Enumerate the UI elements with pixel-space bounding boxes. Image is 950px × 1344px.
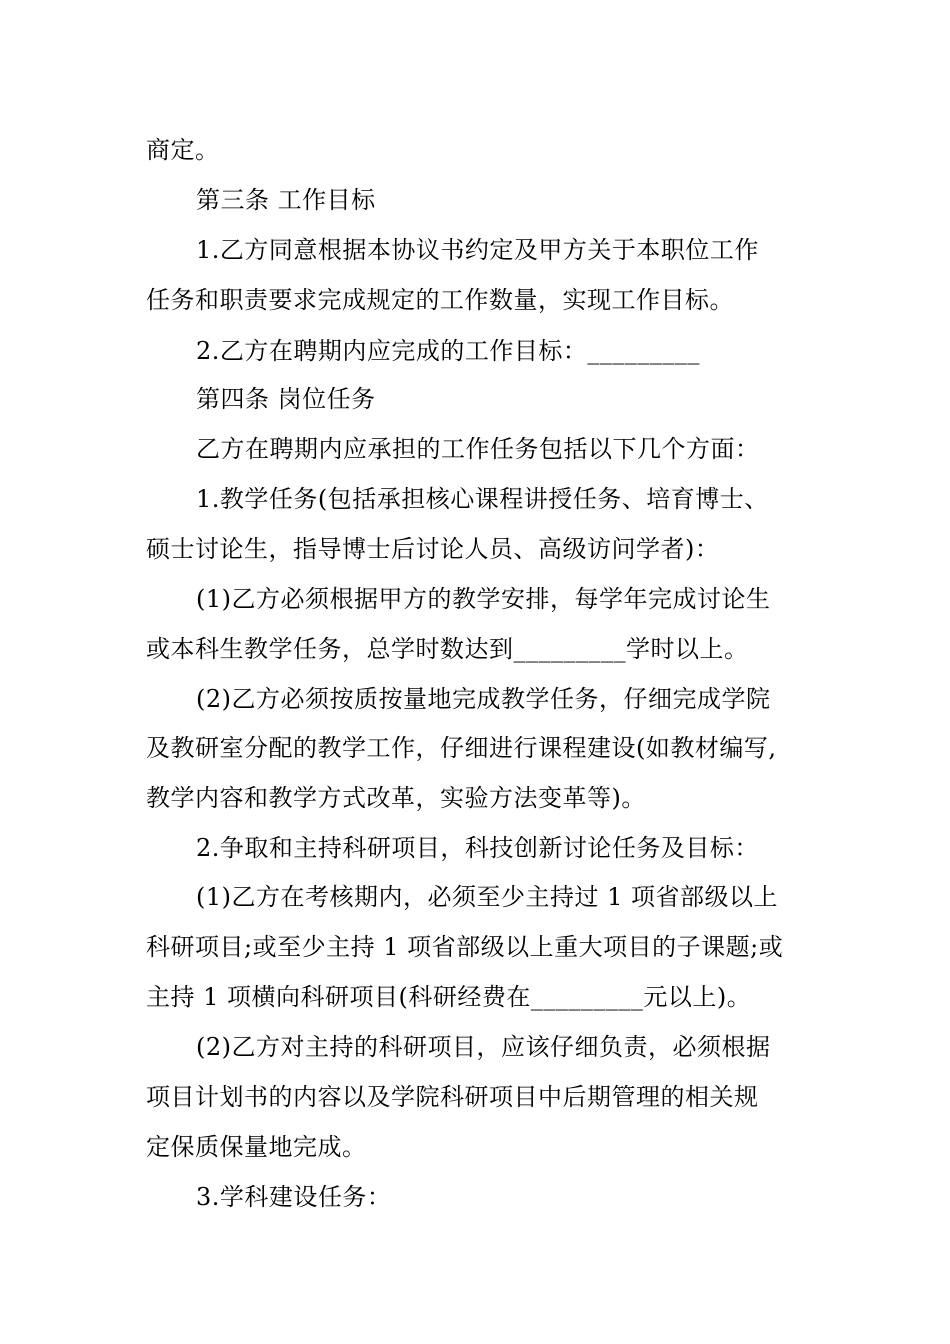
- text-line: 项目计划书的内容以及学院科研项目中后期管理的相关规: [146, 1083, 759, 1111]
- text-line: 2.乙方在聘期内应完成的工作目标：_________: [196, 337, 700, 365]
- text-line: (2)乙方对主持的科研项目，应该仔细负责，必须根据: [196, 1033, 771, 1061]
- text-line: 科研项目;或至少主持 1 项省部级以上重大项目的子课题;或: [146, 933, 784, 961]
- text-line: 主持 1 项横向科研项目(科研经费在_________元以上)。: [146, 983, 752, 1011]
- text-line: 或本科生教学任务，总学时数达到_________学时以上。: [146, 635, 749, 663]
- text-line: 硕士讨论生，指导博士后讨论人员、高级访问学者)：: [146, 535, 720, 563]
- text-line: (2)乙方必须按质按量地完成教学任务，仔细完成学院: [196, 685, 771, 713]
- text-line: 2.争取和主持科研项目，科技创新讨论任务及目标：: [196, 834, 759, 862]
- text-line: 定保质保量地完成。: [146, 1133, 367, 1161]
- text-line: (1)乙方在考核期内，必须至少主持过 1 项省部级以上: [196, 883, 779, 911]
- text-line: (1)乙方必须根据甲方的教学安排，每学年完成讨论生: [196, 585, 771, 613]
- text-line: 乙方在聘期内应承担的工作任务包括以下几个方面：: [196, 435, 760, 463]
- section-heading: 第三条 工作目标: [196, 186, 376, 214]
- text-line: 教学内容和教学方式改革，实验方法变革等)。: [146, 784, 646, 812]
- text-line: 1.教学任务(包括承担核心课程讲授任务、培育博士、: [196, 485, 769, 513]
- section-heading: 第四条 岗位任务: [196, 385, 376, 413]
- text-line: 及教研室分配的教学工作，仔细进行课程建设(如教材编写,: [146, 734, 777, 762]
- text-line: 3.学科建设任务：: [196, 1183, 392, 1211]
- text-line: 商定。: [146, 136, 220, 164]
- text-line: 任务和职责要求完成规定的工作数量，实现工作目标。: [146, 286, 734, 314]
- text-line: 1.乙方同意根据本协议书约定及甲方关于本职位工作: [196, 236, 759, 264]
